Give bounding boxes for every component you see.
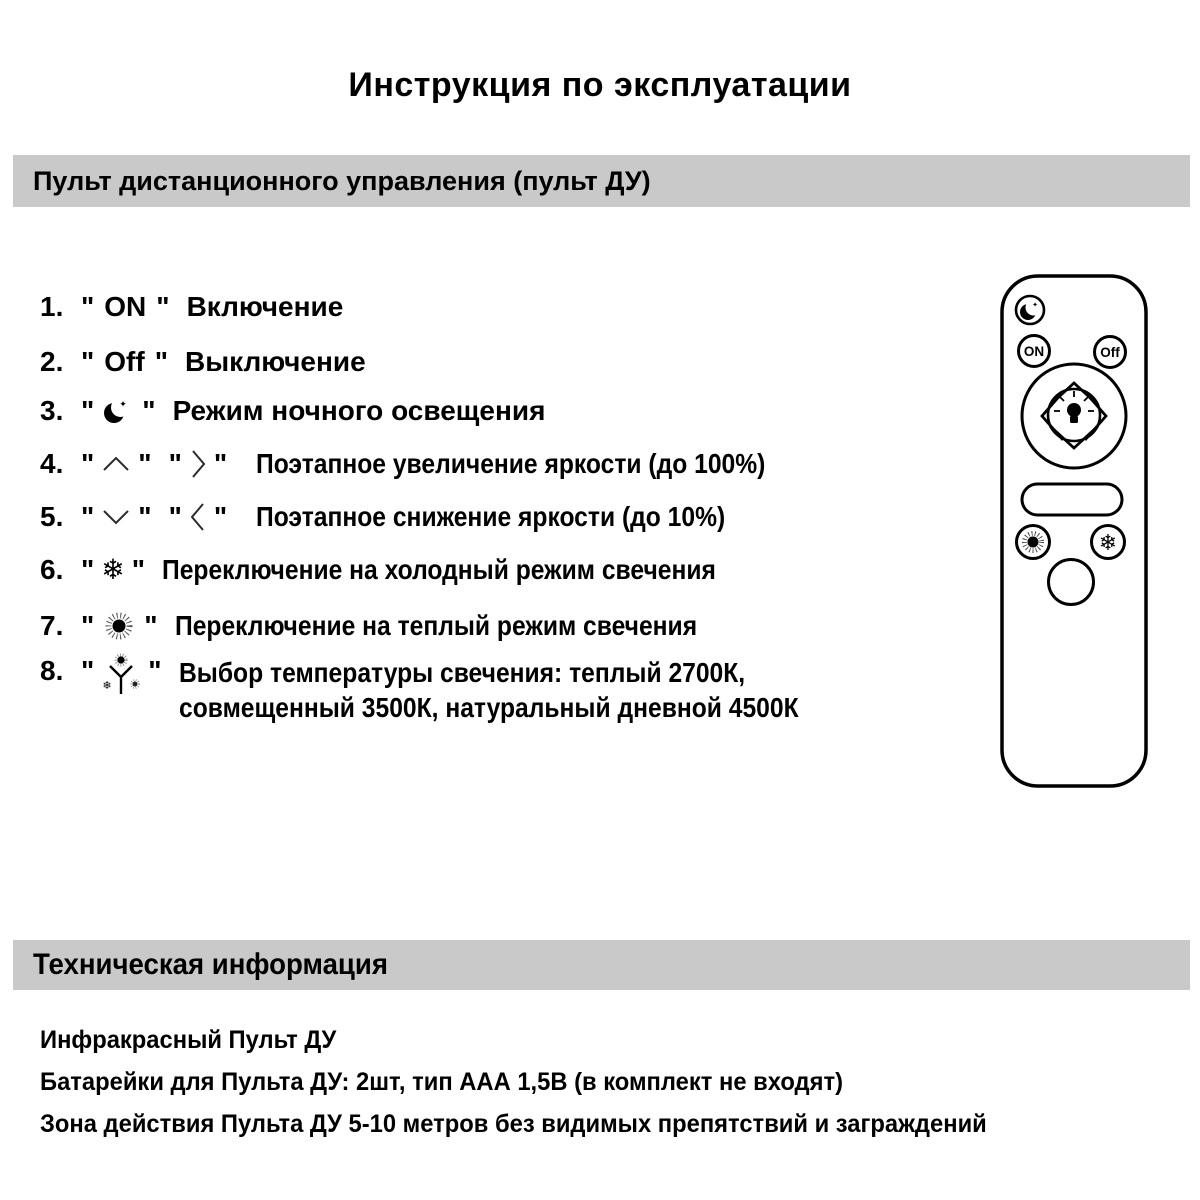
item-number: 7. [40,610,64,641]
remote-night-mode-button [1016,296,1044,324]
quote-mark: " [81,291,95,322]
snowflake-icon: ❄ [1098,531,1118,556]
key-label-on: ON [104,291,147,322]
remote-control-drawing [995,270,1155,800]
section-heading-remote [13,155,1190,207]
quote-mark: " [81,346,95,377]
list-item-on [40,291,343,323]
quote-mark: " [168,501,182,532]
svg-text:✦: ✦ [119,400,128,410]
item-label: Режим ночного освещения [172,395,546,426]
svg-text:❄: ❄ [102,679,112,692]
quote-mark: " [213,501,228,532]
list-item-night-mode [40,395,545,427]
quote-mark: " [168,448,182,479]
item-label: Выключение [185,346,366,377]
remote-pill-button [1022,484,1122,515]
list-item-temperature-select [40,655,883,725]
tech-info-line: Зона действия Пульта ДУ 5-10 метров без видимых препятствий и заграждений [40,1110,987,1138]
quote-mark: " [81,448,95,479]
moon-star-icon: ✦ [1032,301,1038,309]
page-title: Инструкция по эксплуатации [348,66,852,104]
quote-mark: " [131,554,146,585]
remote-off-button [1095,337,1126,368]
remote-on-button [1019,336,1050,367]
item-label: Переключение на теплый режим свечения [174,610,697,641]
quote-mark: " [81,554,95,585]
quote-mark: " [81,610,95,641]
quote-mark: " [213,448,228,479]
key-label-off: Off [104,346,145,377]
tech-info-line: Инфракрасный Пульт ДУ [40,1026,337,1054]
tech-info-line: Батарейки для Пульта ДУ: 2шт, тип ААА 1,5В (в комплект не входят) [40,1068,844,1096]
list-item-brightness-up [40,448,835,480]
item-number: 1. [40,291,64,322]
quote-mark: " [156,291,170,322]
section-heading-tech-text: Техническая информация [33,948,388,981]
list-item-cold-mode [40,554,791,586]
quote-mark: " [81,501,95,532]
item-label [179,655,799,725]
quote-mark: " [142,395,156,426]
item-number: 2. [40,346,64,377]
quote-mark: " [154,346,168,377]
chevron-right-icon [189,448,207,480]
item-label: Включение [186,291,344,322]
sun-icon [101,608,137,644]
item-number: 8. [40,655,64,686]
item-label-line2: совмещенный 3500К, натуральный дневной 4500К [178,692,799,723]
list-item-brightness-down [40,501,789,533]
quote-mark: " [138,448,152,479]
item-label: Поэтапное увеличение яркости (до 100%) [256,448,766,479]
moon-icon [101,395,135,427]
remote-dpad [1022,364,1126,468]
quote-mark: " [81,655,95,686]
remote-round-button [1049,560,1094,605]
quote-mark: " [138,501,152,532]
chevron-down-icon [101,508,131,526]
chevron-left-icon [189,501,207,533]
snowflake-icon: ❄ [101,553,125,586]
quote-mark: " [81,395,95,426]
section-heading-tech [13,940,1190,990]
section-heading-remote-text: Пульт дистанционного управления (пульт ДУ) [33,165,651,196]
list-item-off [40,346,366,378]
item-number: 4. [40,448,64,479]
quote-mark: " [144,610,158,641]
remote-cold-button [1092,526,1125,559]
svg-text:ON: ON [1023,344,1045,359]
item-number: 6. [40,554,64,585]
svg-text:Off: Off [1100,345,1120,360]
remote-warm-button [1017,526,1050,559]
chevron-up-icon [101,455,131,473]
item-label-line1: Выбор температуры свечения: теплый 2700К, [178,657,745,688]
list-item-warm-mode [40,608,768,644]
item-label: Поэтапное снижение яркости (до 10%) [256,501,726,532]
item-number: 3. [40,395,64,426]
item-number: 5. [40,501,64,532]
temperature-select-icon [101,653,141,701]
item-label: Переключение на холодный режим свечения [162,554,716,585]
quote-mark: " [148,655,162,686]
